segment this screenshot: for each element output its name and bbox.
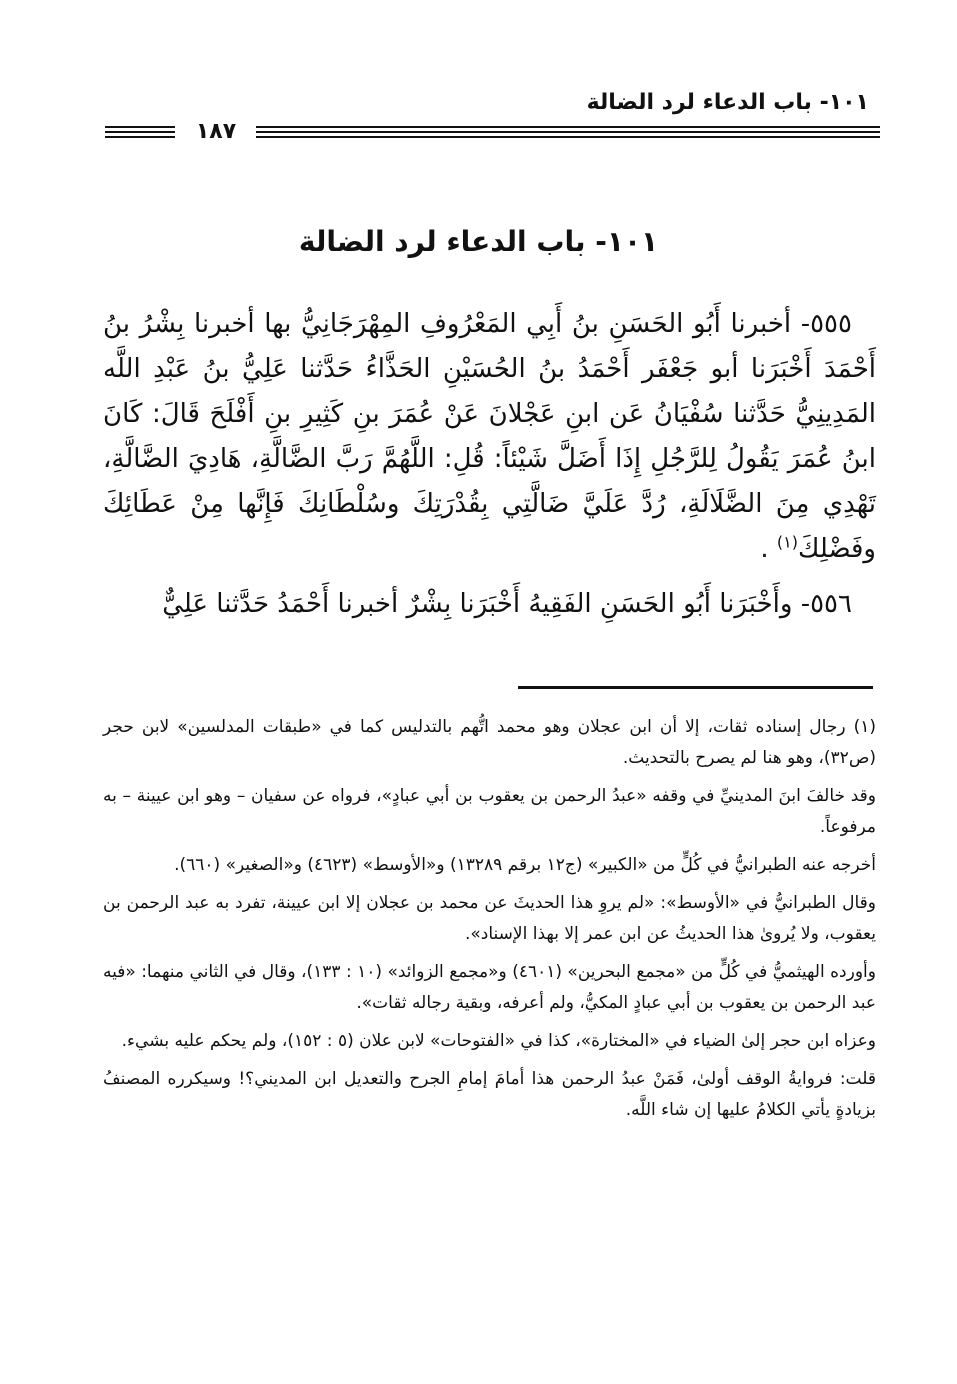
footnote-separator [518, 686, 873, 689]
footnote-paragraph: قلت: فروايةُ الوقف أولىٰ، فَمَنْ عبدُ الرحمن هذا أمامَ إمامِ الجرح والتعديل ابن المديني؟! وسيكرره المصنفُ بزيادةٍ يأتي الكلامُ عليها إن شاء اللَّه. [103, 1069, 876, 1120]
header-rule-left [105, 126, 175, 128]
footnote-reference: (١) [776, 532, 798, 552]
main-text [103, 302, 876, 627]
hadith-text: ٥٥٥- أخبرنا أَبُو الحَسَنِ بنُ أَبِي المَعْرُوفِ المِهْرَجَانِيُّ بها أخبرنا بِشْرُ بنُ أَحْمَدَ أَخْبَرَنا أبو جَعْفَر أَحْمَدُ بنُ الحُسَيْنِ الحَذَّاءُ حَدَّثنا عَلِيُّ بنُ عَبْدِ اللَّه المَدِينِيُّ حَدَّثنا سُفْيَانُ عَن ابنِ عَجْلانَ عَنْ عُمَرَ بنِ كَثِيرِ بنِ أَفْلَحَ قَالَ: كَانَ ابنُ عُمَرَ يَقُولُ لِلرَّجُلِ إِذَا أَضَلَّ شَيْئاً: قُلِ: اللَّهُمَّ رَبَّ الضَّالَّةِ، هَادِيَ الضَّالَّةِ، تَهْدِي مِنَ الضَّلَالَةِ، رُدَّ عَلَيَّ ضَالَّتِي بِقُدْرَتِكَ وسُلْطَانِكَ فَإِنَّها مِنْ عَطَائِكَ وفَضْلِكَ [103, 309, 876, 564]
hadith-end-mark: . [760, 534, 777, 564]
page-number: ١٨٧ [176, 118, 256, 146]
chapter-title: ١٠١- باب الدعاء لرد الضالة [298, 225, 659, 258]
hadith-text: ٥٥٦- وأَخْبَرَنا أَبُو الحَسَنِ الفَقِيهُ أَخْبَرَنا بِشْرٌ أخبرنا أَحْمَدُ حَدَّثنا عَلِيٌّ [162, 589, 852, 619]
footnote-paragraph: وأورده الهيثميُّ في كُلٍّ من «مجمع البحرين» (٤٦٠١) و«مجمع الزوائد» (١٠ : ١٣٣)، وقال في الثاني منهما: «فيه عبد الرحمن بن يعقوب بن أبي عبادٍ المكيُّ، ولم أعرفه، وبقية رجاله ثقات». [103, 962, 876, 1013]
footnote-paragraph: وقد خالفَ ابنَ المدينيِّ في وقفه «عبدُ الرحمن بن يعقوب بن أبي عبادٍ»، فرواه عن سفيان – وهو ابن عيينة – به مرفوعاً. [103, 786, 876, 837]
footnote-paragraph: (١) رجال إسناده ثقات، إلا أن ابن عجلان وهو محمد اتُّهم بالتدليس كما في «طبقات المدلسين» لابن حجر (ص٣٢)، وهو هنا لم يصرح بالتحديث. [103, 717, 876, 768]
hadith-paragraph [103, 302, 876, 572]
footnote-paragraph: أخرجه عنه الطبرانيُّ في كُلٍّ من «الكبير» (ج١٢ برقم ١٣٢٨٩) و«الأوسط» (٤٦٢٣) و«الصغير» (٦٦٠). [174, 855, 876, 875]
footnote-paragraph: وعزاه ابن حجر إلىٰ الضياء في «المختارة»، كذا في «الفتوحات» لابن علان (٥ : ١٥٢)، ولم يحكم عليه بشيء. [121, 1031, 876, 1051]
footnotes [103, 712, 876, 1133]
running-header-title: ١٠١- باب الدعاء لرد الضالة [586, 90, 869, 115]
hadith-paragraph [103, 582, 876, 627]
header-rule-right [255, 126, 880, 128]
footnote-paragraph: وقال الطبرانيُّ في «الأوسط»: «لم يروِ هذا الحديثَ عن محمد بن عجلان إلا ابن عيينة، تفرد به عبد الرحمن بن يعقوب، ولا يُروىٰ هذا الحديثُ عن ابن عمر إلا بهذا الإسناد». [103, 893, 876, 944]
